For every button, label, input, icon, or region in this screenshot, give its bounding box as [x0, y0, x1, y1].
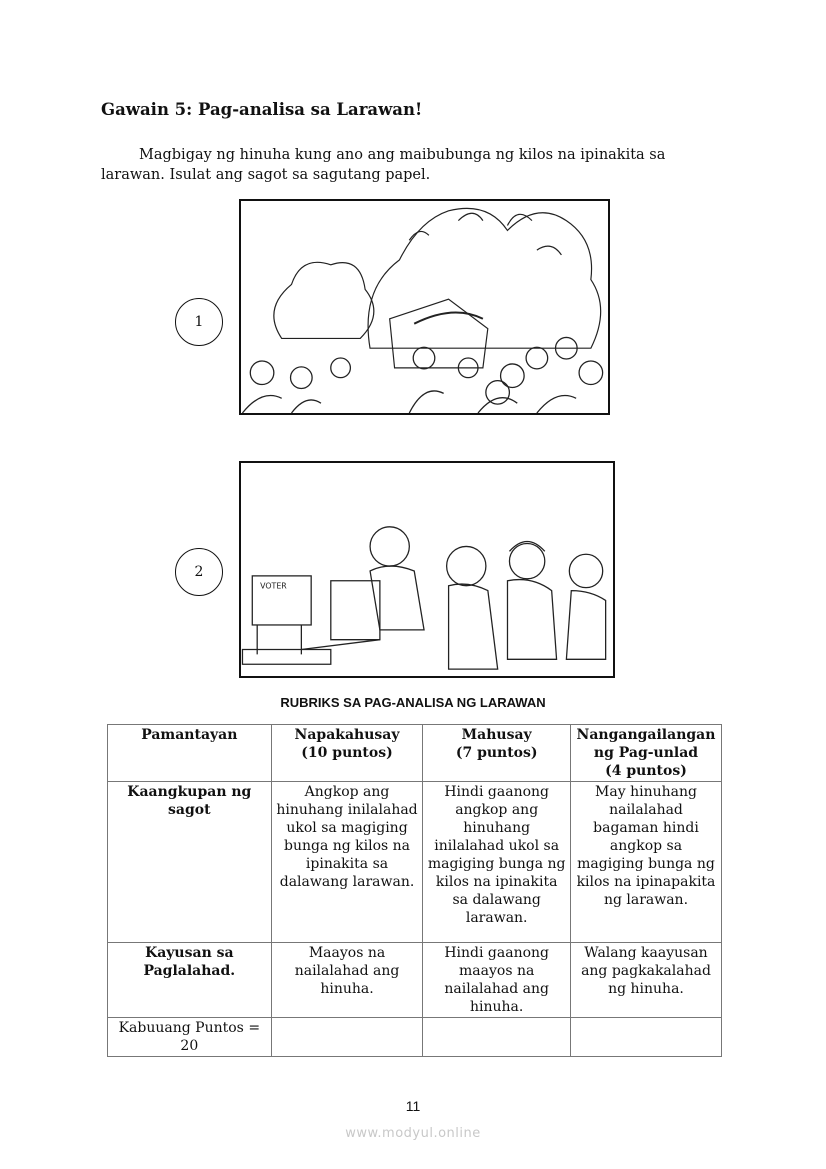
booth-sign: VOTER [260, 581, 287, 591]
table-cell: Maayos na nailalahad ang hinuha. [271, 943, 423, 1018]
header-criteria: Pamantayan [108, 725, 272, 782]
score-cell [570, 1018, 721, 1057]
table-header-row [108, 725, 722, 782]
table-row-total [108, 1018, 722, 1057]
criteria-cell: Kayusan sa Paglalahad. [108, 943, 272, 1018]
table-cell: Hindi gaanong angkop ang hinuhang inilalahad ukol sa magiging bunga ng kilos na ipinakita sa dalawang larawan. [423, 782, 571, 943]
activity-title: Gawain 5: Pag-analisa sa Larawan! [101, 100, 423, 119]
page-number: 11 [405, 1098, 421, 1114]
instruction-text: Magbigay ng hinuha kung ano ang maibubunga ng kilos na ipinakita sa larawan. Isulat ang sagot sa sagutang papel. [101, 147, 666, 183]
picture-number-2: 2 [175, 548, 223, 596]
rubric-title: RUBRIKS SA PAG-ANALISA NG LARAWAN [280, 695, 546, 710]
watermark: www.modyul.online [345, 1126, 481, 1141]
picture-1-fire-illustration [239, 199, 610, 415]
score-cell [423, 1018, 571, 1057]
table-cell: Angkop ang hinuhang inilalahad ukol sa magiging bunga ng kilos na ipinakita sa dalawang larawan. [271, 782, 423, 943]
total-points-cell: Kabuuang Puntos = 20 [108, 1018, 272, 1057]
table-cell: May hinuhang nailalahad bagaman hindi angkop sa magiging bunga ng kilos na ipinapakita ng larawan. [570, 782, 721, 943]
header-excellent: Napakahusay (10 puntos) [271, 725, 423, 782]
criteria-cell: Kaangkupan ng sagot [108, 782, 272, 943]
score-cell [271, 1018, 423, 1057]
table-cell: Hindi gaanong maayos na nailalahad ang hinuha. [423, 943, 571, 1018]
rubric-table [107, 724, 722, 1057]
table-row [108, 782, 722, 943]
picture-number-1: 1 [175, 298, 223, 346]
header-good: Mahusay (7 puntos) [423, 725, 571, 782]
picture-2-voting-illustration [239, 461, 615, 678]
table-cell: Walang kaayusan ang pagkakalahad ng hinuha. [570, 943, 721, 1018]
header-needs-improvement: Nangangailangan ng Pag-unlad (4 puntos) [570, 725, 721, 782]
table-row [108, 943, 722, 1018]
